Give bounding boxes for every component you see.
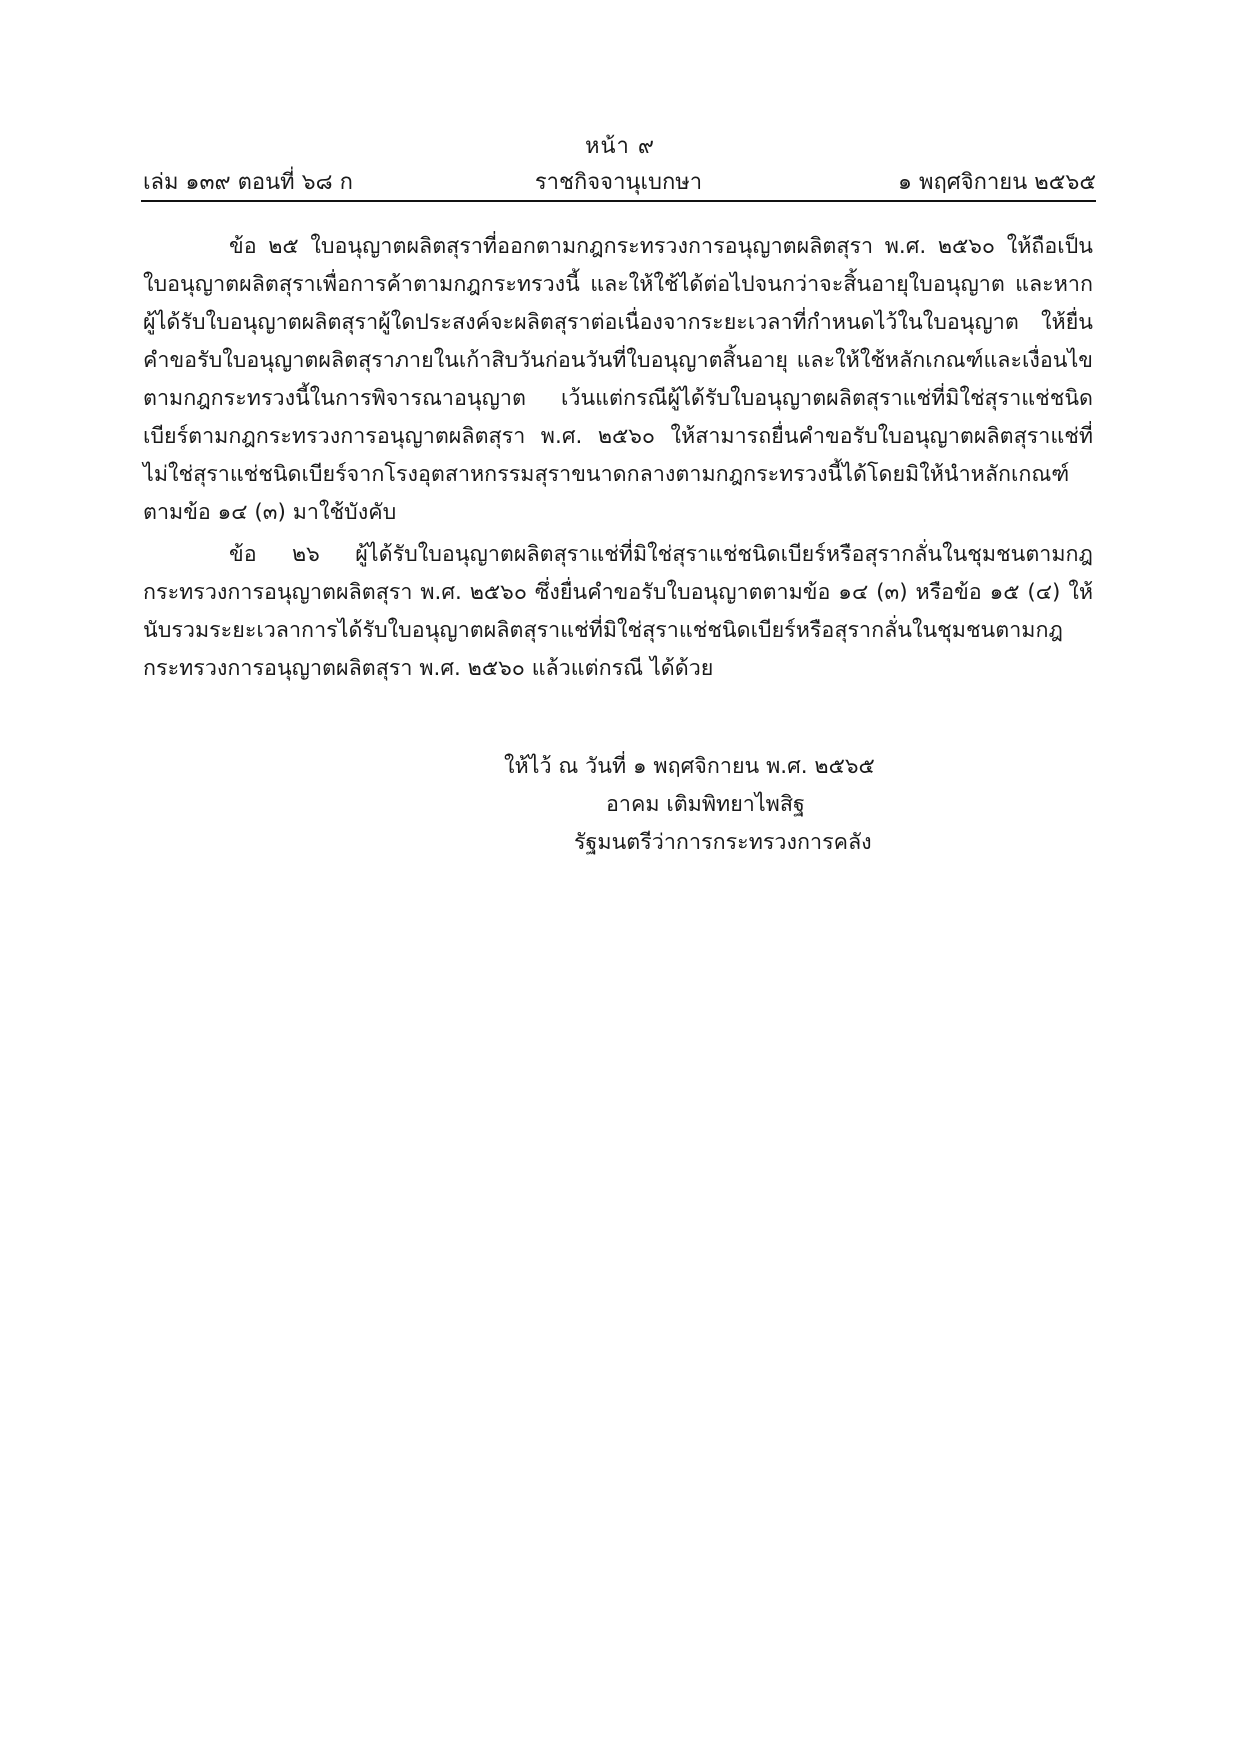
- signatory-position: รัฐมนตรีว่าการกระทรวงการคลัง: [574, 830, 872, 855]
- page-number: หน้า ๙: [584, 134, 655, 159]
- gazette-title: ราชกิจจานุเบกษา: [534, 170, 703, 195]
- volume-issue: เล่ม ๑๓๙ ตอนที่ ๖๘ ก: [143, 170, 353, 195]
- clause-25: ข้อ ๒๕ ใบอนุญาตผลิตสุราที่ออกตามกฎกระทรวงการอนุญาตผลิตสุรา พ.ศ. ๒๕๖๐ ให้ถือเป็นใบอนุญาตผลิตสุราเพื่อการค้าตามกฎกระทรวงนี้ และให้ใช้ได้ต่อไปจนกว่าจะสิ้นอายุใบอนุญาต และหากผู้ได้รับใบอนุญาตผลิตสุราผู้ใดประสงค์จะผลิตสุราต่อเนื่องจากระยะเวลาที่กำหนดไว้ในใบอนุญาต ให้ยื่นคำขอรับใบอนุญาตผลิตสุราภายในเก้าสิบวันก่อนวันที่ใบอนุญาตสิ้นอายุ และให้ใช้หลักเกณฑ์และเงื่อนไขตามกฎกระทรวงนี้ในการพิจารณาอนุญาต เว้นแต่กรณีผู้ได้รับใบอนุญาตผลิตสุราแช่ที่มิใช่สุราแช่ชนิดเบียร์ตามกฎกระทรวงการอนุญาตผลิตสุรา พ.ศ. ๒๕๖๐ ให้สามารถยื่นคำขอรับใบอนุญาตผลิตสุราแช่ที่ไม่ใช่สุราแช่ชนิดเบียร์จากโรงอุตสาหกรรมสุราขนาดกลางตามกฎกระทรวงนี้ได้โดยมิให้นำหลักเกณฑ์ตามข้อ ๑๔ (๓) มาใช้บังคับ: [143, 234, 1093, 525]
- document-body: [143, 228, 1093, 692]
- clause-26: ข้อ ๒๖ ผู้ได้รับใบอนุญาตผลิตสุราแช่ที่มิใช่สุราแช่ชนิดเบียร์หรือสุรากลั่นในชุมชนตามกฎกระทรวงการอนุญาตผลิตสุรา พ.ศ. ๒๕๖๐ ซึ่งยื่นคำขอรับใบอนุญาตตามข้อ ๑๔ (๓) หรือข้อ ๑๕ (๔) ให้นับรวมระยะเวลาการได้รับใบอนุญาตผลิตสุราแช่ที่มิใช่สุราแช่ชนิดเบียร์หรือสุรากลั่นในชุมชนตามกฎกระทรวงการอนุญาตผลิตสุรา พ.ศ. ๒๕๖๐ แล้วแต่กรณี ได้ด้วย: [143, 542, 1093, 681]
- signature-block: [480, 748, 980, 862]
- signatory-name: อาคม เติมพิทยาไพสิฐ: [606, 792, 805, 817]
- given-date: ให้ไว้ ณ วันที่ ๑ พฤศจิกายน พ.ศ. ๒๕๖๕: [504, 754, 875, 779]
- gazette-header: [141, 164, 1096, 198]
- publication-date: ๑ พฤศจิกายน ๒๕๖๕: [898, 170, 1096, 195]
- header-divider: [141, 200, 1096, 202]
